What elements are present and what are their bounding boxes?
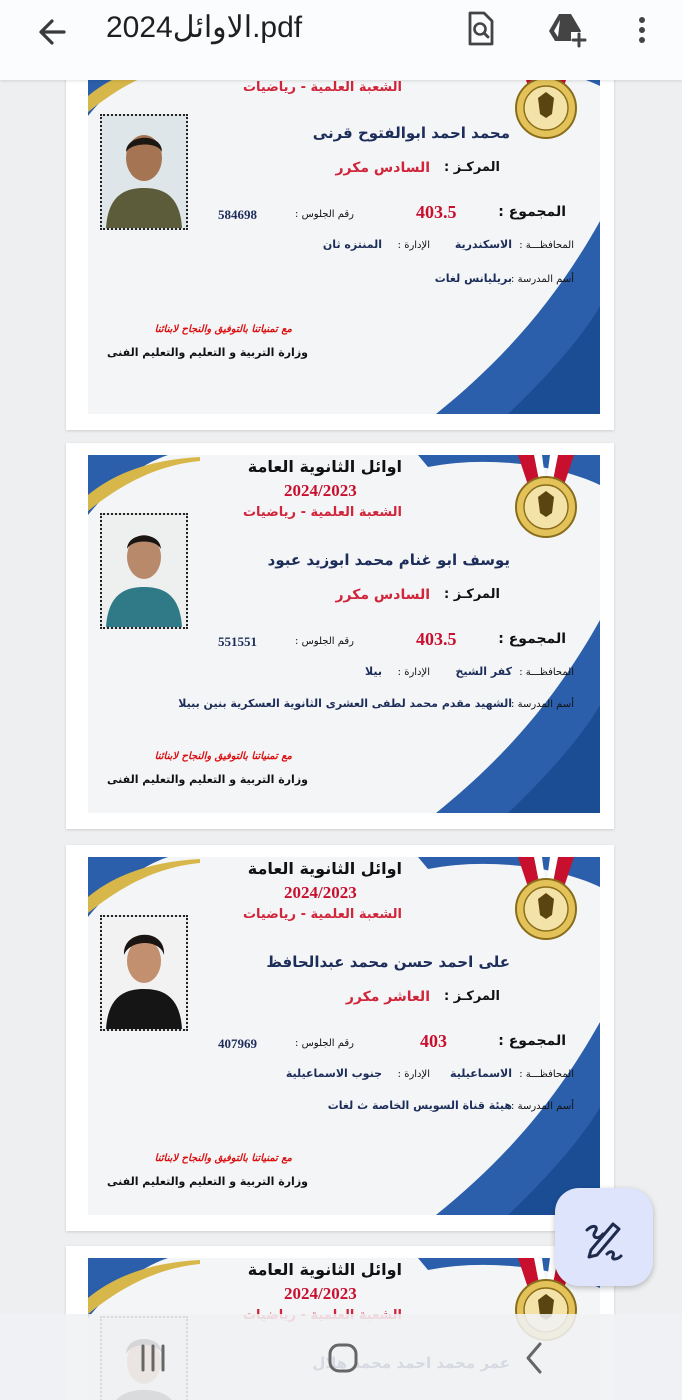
certificate-wish: مع تمنياتنا بالتوفيق والنجاح لابنائنا	[154, 324, 292, 335]
rank-value: السادس مكرر	[335, 587, 430, 603]
rank-value: السادس مكرر	[335, 160, 430, 176]
ministry-medal-icon	[506, 80, 586, 142]
seat-label: رقم الجلوس :	[295, 636, 354, 647]
ministry-name: وزارة التربية و التعليم والتعليم الفنى	[107, 1175, 308, 1188]
total-label: المجموع :	[498, 631, 566, 647]
ministry-medal-icon	[506, 857, 586, 943]
certificate-year: 2024/2023	[284, 1284, 357, 1303]
seat-value: 551551	[218, 634, 257, 649]
school-label: أسم المدرسة :	[511, 1101, 574, 1112]
governorate-label: المحافظـــة :	[519, 667, 574, 678]
governorate-value: الاسكندرية	[454, 238, 512, 251]
student-name: يوسف ابو غنام محمد ابوزيد عبود	[267, 551, 510, 569]
school-value: هيئة قناة السويس الخاصة ث لغات	[327, 1099, 512, 1112]
certificate-heading: اوائل الثانوية العامة	[247, 859, 402, 878]
certificate-division: الشعبة العلمية - رياضيات	[242, 907, 402, 922]
student-photo	[100, 915, 188, 1031]
certificate	[88, 857, 600, 1215]
ministry-name: وزارة التربية و التعليم والتعليم الفنى	[107, 773, 308, 786]
certificate-heading: اوائل الثانوية العامة	[247, 457, 402, 476]
administration-label: الإدارة :	[397, 240, 430, 251]
system-navigation-bar	[0, 1314, 682, 1400]
total-label: المجموع :	[498, 204, 566, 220]
school-value: الشهيد مقدم محمد لطفى العشرى الثانوية العسكرية بنين ببيلا	[178, 697, 512, 710]
school-label: أسم المدرسة :	[511, 274, 574, 285]
student-name: محمد احمد ابوالفتوح قرنى	[312, 124, 510, 142]
certificate-year: 2024/2023	[284, 481, 357, 500]
nav-back-button[interactable]	[510, 1334, 558, 1382]
governorate-value: كفر الشيخ	[455, 665, 512, 678]
administration-label: الإدارة :	[397, 667, 430, 678]
administration-label: الإدارة :	[397, 1069, 430, 1080]
school-value: بريليانس لغات	[434, 272, 512, 285]
edit-annotate-icon	[555, 1188, 653, 1286]
school-label: أسم المدرسة :	[511, 699, 574, 710]
governorate-label: المحافظـــة :	[519, 1069, 574, 1080]
governorate-label: المحافظـــة :	[519, 240, 574, 251]
more-options-button[interactable]	[620, 6, 664, 52]
certificate	[88, 455, 600, 813]
certificate-year: 2024/2023	[284, 883, 357, 902]
back-button[interactable]	[28, 8, 76, 56]
find-in-document-icon	[458, 6, 504, 52]
ministry-medal-icon	[506, 455, 586, 541]
seat-value: 407969	[218, 1036, 257, 1051]
ministry-name: وزارة التربية و التعليم والتعليم الفنى	[107, 346, 308, 359]
rank-label: المركـز :	[444, 989, 500, 1004]
total-label: المجموع :	[498, 1033, 566, 1049]
administration-value: جنوب الاسماعيلية	[285, 1067, 382, 1080]
total-value: 403.5	[416, 202, 457, 222]
pdf-page	[66, 443, 614, 829]
annotate-fab[interactable]	[555, 1188, 653, 1286]
pdf-page	[66, 80, 614, 430]
rank-value: العاشر مكرر	[345, 989, 430, 1005]
administration-value: المنتزه ثان	[322, 238, 382, 251]
add-to-drive-icon	[543, 6, 589, 52]
governorate-value: الاسماعيلية	[450, 1067, 512, 1080]
nav-back-icon	[510, 1334, 558, 1382]
rank-label: المركـز :	[444, 160, 500, 175]
find-in-document-button[interactable]	[458, 6, 504, 52]
certificate	[88, 80, 600, 414]
home-button[interactable]	[319, 1334, 367, 1382]
student-photo	[100, 114, 188, 230]
app-bar	[0, 0, 682, 80]
seat-value: 584698	[218, 207, 257, 222]
administration-value: بيلا	[365, 665, 382, 678]
certificate-division: الشعبة العلمية - رياضيات	[242, 505, 402, 520]
pdf-page	[66, 845, 614, 1231]
total-value: 403.5	[416, 629, 457, 649]
total-value: 403	[420, 1031, 447, 1051]
seat-label: رقم الجلوس :	[295, 1038, 354, 1049]
more-vert-icon	[620, 6, 664, 52]
student-name: على احمد حسن محمد عبدالحافظ	[266, 953, 510, 971]
add-to-drive-button[interactable]	[543, 6, 589, 52]
certificate-division: الشعبة العلمية - رياضيات	[242, 80, 402, 95]
certificate-heading: اوائل الثانوية العامة	[247, 1260, 402, 1279]
recents-button[interactable]	[129, 1334, 177, 1382]
certificate-wish: مع تمنياتنا بالتوفيق والنجاح لابنائنا	[154, 1153, 292, 1164]
student-photo	[100, 513, 188, 629]
document-title: الاوائل2024.pdf	[106, 11, 303, 44]
recents-icon	[129, 1334, 177, 1382]
back-arrow-icon	[28, 8, 76, 56]
seat-label: رقم الجلوس :	[295, 209, 354, 220]
rank-label: المركـز :	[444, 587, 500, 602]
certificate-wish: مع تمنياتنا بالتوفيق والنجاح لابنائنا	[154, 751, 292, 762]
home-icon	[319, 1334, 367, 1382]
